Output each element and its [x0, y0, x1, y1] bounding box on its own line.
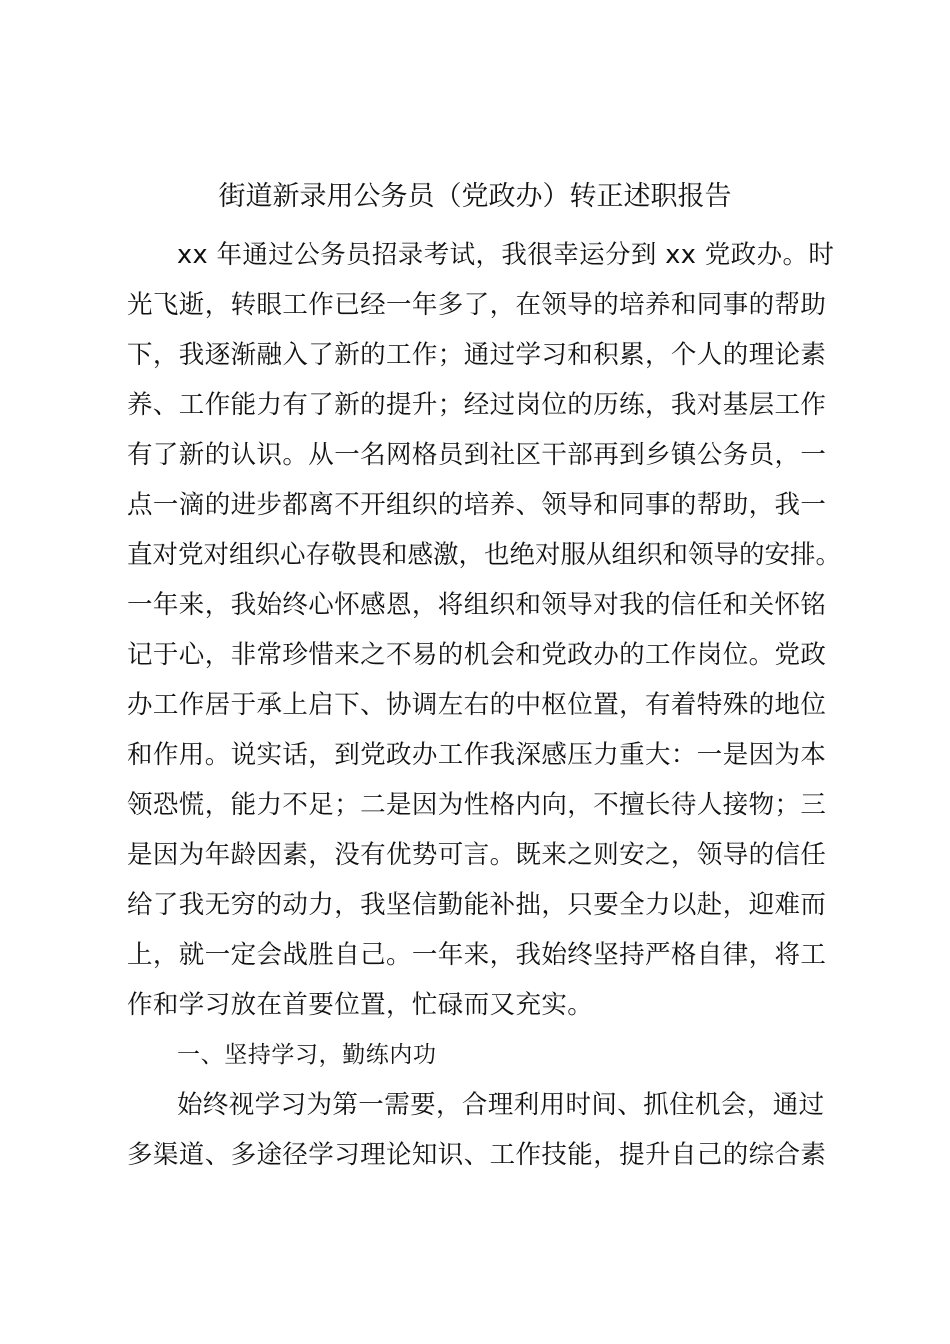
- paragraph-line: 始终视学习为第一需要，合理利用时间、抓住机会，通过: [177, 1090, 825, 1120]
- paragraph-line: 有了新的认识。从一名网格员到社区干部再到乡镇公务员，一: [127, 440, 827, 470]
- section-heading: 一、坚持学习，勤练内功: [177, 1042, 437, 1068]
- paragraph-line: 给了我无穷的动力，我坚信勤能补拙，只要全力以赴，迎难而: [127, 890, 827, 920]
- paragraph-line: 光飞逝，转眼工作已经一年多了，在领导的培养和同事的帮助: [127, 290, 827, 320]
- paragraph-line: xx 年通过公务员招录考试，我很幸运分到 xx 党政办。时: [177, 240, 835, 270]
- paragraph-line: 下，我逐渐融入了新的工作；通过学习和积累，个人的理论素: [127, 340, 827, 370]
- paragraph-line: 点一滴的进步都离不开组织的培养、领导和同事的帮助，我一: [127, 490, 827, 520]
- paragraph-line: 养、工作能力有了新的提升；经过岗位的历练，我对基层工作: [127, 390, 827, 420]
- paragraph-line: 是因为年龄因素，没有优势可言。既来之则安之，领导的信任: [127, 840, 827, 870]
- paragraph-line: 和作用。说实话，到党政办工作我深感压力重大：一是因为本: [127, 740, 827, 770]
- paragraph-line: 办工作居于承上启下、协调左右的中枢位置，有着特殊的地位: [127, 690, 827, 720]
- paragraph-line: 上，就一定会战胜自己。一年来，我始终坚持严格自律，将工: [127, 940, 827, 970]
- paragraph-line: 一年来，我始终心怀感恩，将组织和领导对我的信任和关怀铭: [127, 590, 827, 620]
- paragraph-line: 直对党对组织心存敬畏和感激，也绝对服从组织和领导的安排。: [127, 540, 842, 570]
- paragraph-line: 记于心，非常珍惜来之不易的机会和党政办的工作岗位。党政: [127, 640, 827, 670]
- paragraph-line: 领恐慌，能力不足；二是因为性格内向，不擅长待人接物；三: [127, 790, 827, 820]
- paragraph-line: 作和学习放在首要位置，忙碌而又充实。: [127, 990, 594, 1020]
- paragraph-line: 多渠道、多途径学习理论知识、工作技能，提升自己的综合素: [127, 1140, 827, 1170]
- document-title: 街道新录用公务员（党政办）转正述职报告: [218, 181, 732, 212]
